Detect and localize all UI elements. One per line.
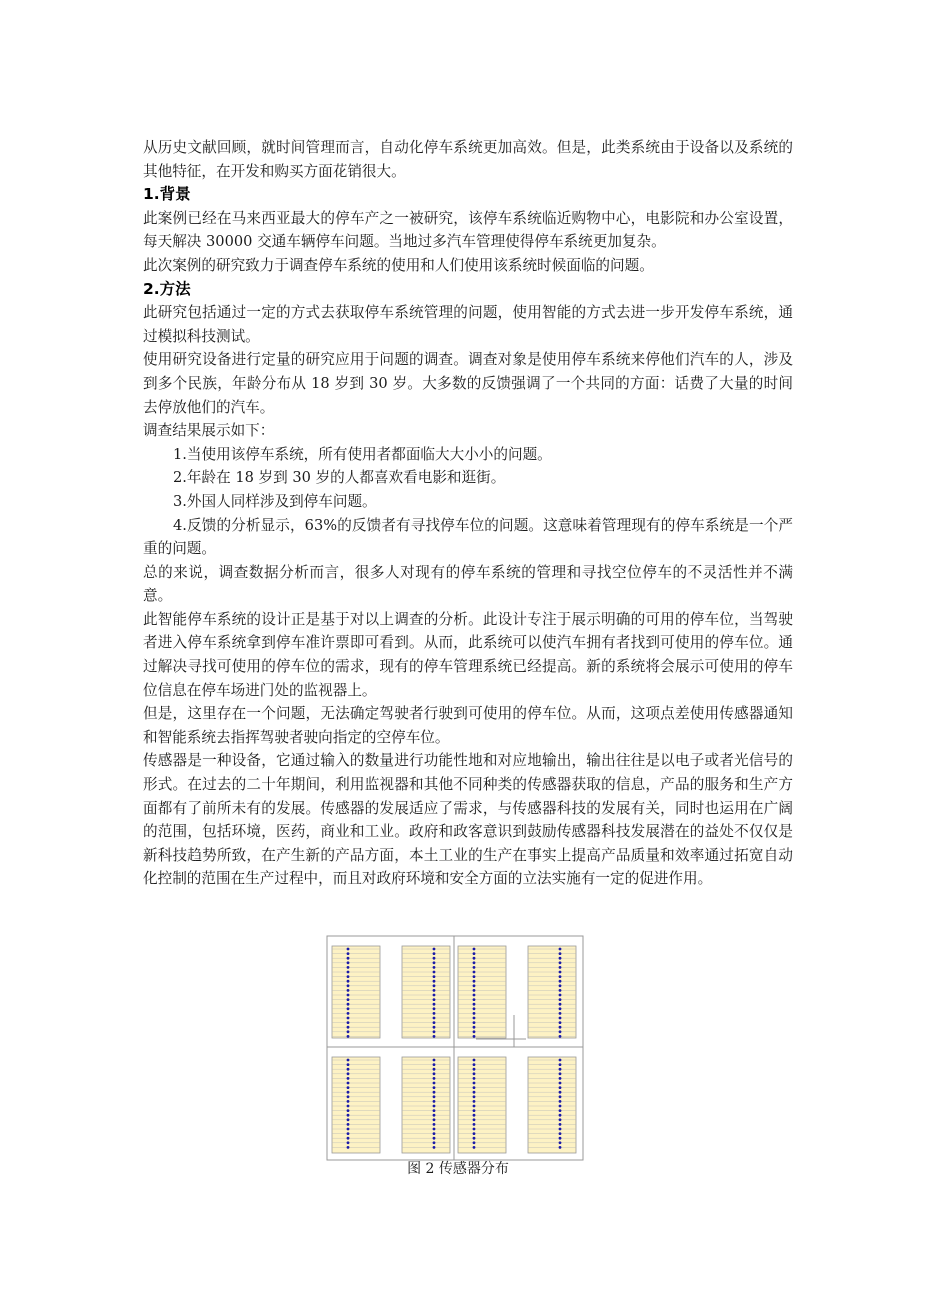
sensor-dot	[347, 975, 350, 978]
parking-block	[332, 1057, 380, 1153]
paragraph-background-2: 此次案例的研究致力于调查停车系统的使用和人们使用该系统时候面临的问题。	[143, 256, 654, 274]
sensor-dot	[473, 1100, 476, 1103]
sensor-dot	[559, 980, 562, 983]
sensor-dot	[433, 1021, 436, 1024]
paragraph-design: 此智能停车系统的设计正是基于对以上调查的分析。此设计专注于展示明确的可用的停车位，当驾驶者进入停车系统拿到停车准许票即可看到。从而，此系统可以使汽车拥有者找到可使用的停车位。通过解决寻找可使用的停车位的需求，现有的停车管理系统已经提高。新的系统将会展示可使用的停车位信息在停车场进门处的监视器上。	[143, 610, 793, 699]
sensor-dot	[347, 1021, 350, 1024]
sensor-dot	[347, 952, 350, 955]
sensor-dot	[347, 1035, 350, 1038]
sensor-dot	[347, 1059, 350, 1062]
sensor-dot	[473, 984, 476, 987]
paragraph-method-1: 此研究包括通过一定的方式去获取停车系统管理的问题，使用智能的方式去进一步开发停车系统，通过模拟科技测试。	[143, 304, 793, 345]
sensor-dot	[559, 1082, 562, 1085]
sensor-dot	[559, 1091, 562, 1094]
sensor-dot	[433, 1100, 436, 1103]
sensor-dot	[473, 1068, 476, 1071]
sensor-dot	[559, 1063, 562, 1066]
sensor-dot	[473, 980, 476, 983]
sensor-dot	[473, 994, 476, 997]
sensor-dot	[433, 1086, 436, 1089]
sensor-dot	[347, 1105, 350, 1108]
sensor-dot	[559, 975, 562, 978]
sensor-dot	[433, 1035, 436, 1038]
paragraph-background-1: 此案例已经在马来西亚最大的停车产之一被研究，该停车系统临近购物中心，电影院和办公室设置，每天解决 30000 交通车辆停车问题。当地过多汽车管理使得停车系统更加复杂。	[143, 209, 793, 251]
paragraph-results-intro: 调查结果展示如下：	[143, 422, 275, 440]
sensor-dot	[433, 1003, 436, 1006]
sensor-dot	[347, 1128, 350, 1131]
parking-block	[402, 946, 450, 1038]
sensor-dot	[433, 1059, 436, 1062]
sensor-dot	[559, 1030, 562, 1033]
sensor-dot	[473, 1017, 476, 1020]
sensor-dot	[559, 1123, 562, 1126]
parking-block	[528, 946, 576, 1038]
sensor-dot	[473, 1082, 476, 1085]
paragraph-problem: 但是，这里存在一个问题，无法确定驾驶者行驶到可使用的停车位。从而，这项点差使用传感器通知和智能系统去指挥驾驶者驶向指定的空停车位。	[143, 705, 793, 746]
sensor-dot	[473, 966, 476, 969]
paragraph-method-2: 使用研究设备进行定量的研究应用于问题的调查。调查对象是使用停车系统来停他们汽车的人，涉及到多个民族，年龄分布从 18 岁到 30 岁。大多数的反馈强调了一个共同的方面：话费了大量的时间去停放他们的汽车。	[143, 351, 793, 416]
sensor-dot	[473, 1077, 476, 1080]
sensor-dot	[473, 1059, 476, 1062]
sensor-dot	[347, 1095, 350, 1098]
sensor-dot	[433, 1077, 436, 1080]
sensor-dot	[473, 957, 476, 960]
sensor-dot	[559, 1026, 562, 1029]
paragraph-intro: 从历史文献回顾，就时间管理而言，自动化停车系统更加高效。但是，此类系统由于设备以及系统的其他特征，在开发和购买方面花销很大。	[143, 139, 793, 180]
sensor-dot	[347, 1132, 350, 1135]
sensor-dot	[347, 1141, 350, 1144]
sensor-dot	[347, 1077, 350, 1080]
sensor-dot	[473, 1003, 476, 1006]
sensor-dot	[433, 1128, 436, 1131]
sensor-dot	[347, 961, 350, 964]
sensor-dot	[559, 966, 562, 969]
sensor-dot	[473, 1086, 476, 1089]
sensor-dot	[559, 1059, 562, 1062]
sensor-dot	[473, 998, 476, 1001]
sensor-dot	[347, 1086, 350, 1089]
sensor-dot	[473, 1021, 476, 1024]
sensor-dot	[433, 994, 436, 997]
sensor-dot	[559, 961, 562, 964]
sensor-dot	[473, 1007, 476, 1010]
sensor-dot	[433, 975, 436, 978]
parking-block	[458, 946, 506, 1038]
sensor-dot	[433, 1026, 436, 1029]
sensor-dot	[559, 1146, 562, 1149]
sensor-dot	[347, 1026, 350, 1029]
sensor-dot	[473, 1141, 476, 1144]
sensor-dot	[559, 1003, 562, 1006]
sensor-dot	[347, 984, 350, 987]
sensor-dot	[347, 1100, 350, 1103]
sensor-dot	[473, 948, 476, 951]
sensor-dot	[559, 1077, 562, 1080]
sensor-dot	[559, 1105, 562, 1108]
heading-background: 1.背景	[143, 185, 191, 204]
sensor-dot	[347, 1123, 350, 1126]
sensor-dot	[559, 989, 562, 992]
sensor-dot	[473, 1114, 476, 1117]
sensor-dot	[559, 1086, 562, 1089]
sensor-dot	[347, 1063, 350, 1066]
sensor-dot	[433, 966, 436, 969]
sensor-dot	[473, 1146, 476, 1149]
sensor-dot	[559, 1017, 562, 1020]
body-text	[143, 136, 793, 891]
sensor-dot	[559, 1072, 562, 1075]
sensor-dot	[433, 1030, 436, 1033]
sensor-dot	[433, 1137, 436, 1140]
sensor-dot	[433, 957, 436, 960]
sensor-dot	[433, 1063, 436, 1066]
sensor-dot	[347, 948, 350, 951]
sensor-dot	[347, 1146, 350, 1149]
sensor-dot	[559, 1109, 562, 1112]
sensor-dot	[347, 1003, 350, 1006]
sensor-dot	[473, 1026, 476, 1029]
parking-block	[458, 1057, 506, 1153]
sensor-dot	[559, 1012, 562, 1015]
sensor-dot	[347, 1082, 350, 1085]
parking-block	[332, 946, 380, 1038]
sensor-dot	[433, 998, 436, 1001]
sensor-dot	[433, 1082, 436, 1085]
sensor-dot	[473, 1091, 476, 1094]
sensor-dot	[433, 1105, 436, 1108]
sensor-dot	[473, 1105, 476, 1108]
parking-block	[528, 1057, 576, 1153]
sensor-dot	[347, 989, 350, 992]
sensor-dot	[433, 1146, 436, 1149]
sensor-dot	[433, 1114, 436, 1117]
list-item: 3.外国人同样涉及到停车问题。	[173, 492, 377, 510]
sensor-dot	[473, 952, 476, 955]
sensor-dot	[559, 1068, 562, 1071]
sensor-dot	[473, 989, 476, 992]
sensor-dot	[347, 1118, 350, 1121]
list-item: 1.当使用该停车系统，所有使用者都面临大大小小的问题。	[173, 445, 552, 463]
sensor-dot	[473, 1072, 476, 1075]
sensor-dot	[433, 1068, 436, 1071]
sensor-dot	[433, 1118, 436, 1121]
sensor-dot	[433, 1141, 436, 1144]
sensor-dot	[559, 1007, 562, 1010]
sensor-dot	[559, 971, 562, 974]
sensor-dot	[559, 1128, 562, 1131]
sensor-distribution-figure	[326, 935, 590, 1163]
sensor-dot	[473, 1063, 476, 1066]
sensor-dot	[473, 1118, 476, 1121]
sensor-dot	[433, 1012, 436, 1015]
sensor-dot	[433, 948, 436, 951]
sensor-dot	[559, 1132, 562, 1135]
sensor-dot	[347, 1072, 350, 1075]
sensor-dot	[473, 1030, 476, 1033]
sensor-dot	[559, 952, 562, 955]
sensor-dot	[347, 998, 350, 1001]
sensor-dot	[473, 961, 476, 964]
sensor-dot	[473, 1128, 476, 1131]
sensor-dot	[473, 971, 476, 974]
sensor-dot	[473, 1095, 476, 1098]
sensor-dot	[473, 1132, 476, 1135]
sensor-dot	[433, 984, 436, 987]
sensor-dot	[347, 1012, 350, 1015]
heading-method: 2.方法	[143, 279, 191, 298]
sensor-dot	[347, 1137, 350, 1140]
paragraph-summary: 总的来说，调查数据分析而言，很多人对现有的停车系统的管理和寻找空位停车的不灵活性并不满意。	[143, 563, 793, 605]
sensor-dot	[433, 1109, 436, 1112]
sensor-dot	[433, 1123, 436, 1126]
sensor-dot	[347, 994, 350, 997]
sensor-dot	[347, 1109, 350, 1112]
sensor-dot	[559, 1118, 562, 1121]
sensor-dot	[433, 952, 436, 955]
sensor-dot	[347, 1007, 350, 1010]
list-item: 2.年龄在 18 岁到 30 岁的人都喜欢看电影和逛街。	[173, 469, 506, 487]
sensor-dot	[559, 1100, 562, 1103]
sensor-dot	[347, 1030, 350, 1033]
sensor-dot	[433, 1072, 436, 1075]
sensor-dot	[347, 957, 350, 960]
figure-caption: 图 2 传感器分布	[407, 1161, 509, 1177]
list-item: 4.反馈的分析显示，63%的反馈者有寻找停车位的问题。这意味着管理现有的停车系统是一个严重的问题。	[143, 516, 793, 558]
parking-lot-diagram	[326, 935, 590, 1163]
sensor-dot	[559, 998, 562, 1001]
sensor-dot	[347, 966, 350, 969]
sensor-dot	[433, 1017, 436, 1020]
sensor-dot	[347, 1114, 350, 1117]
sensor-dot	[473, 1035, 476, 1038]
sensor-dot	[473, 1012, 476, 1015]
sensor-dot	[473, 975, 476, 978]
sensor-dot	[433, 971, 436, 974]
paragraph-sensor: 传感器是一种设备，它通过输入的数量进行功能性地和对应地输出，输出往往是以电子或者光信号的形式。在过去的二十年期间，利用监视器和其他不同种类的传感器获取的信息，产品的服务和生产方面都有了前所未有的发展。传感器的发展适应了需求，与传感器科技的发展有关，同时也运用在广阔的范围，包括环境，医药，商业和工业。政府和政客意识到鼓励传感器科技发展潜在的益处不仅仅是新科技趋势所致，在产生新的产品方面，本土工业的生产在事实上提高产品质量和效率通过拓宽自动化控制的范围在生产过程中，而且对政府环境和安全方面的立法实施有一定的促进作用。	[143, 752, 793, 888]
sensor-dot	[559, 984, 562, 987]
sensor-dot	[559, 1021, 562, 1024]
sensor-dot	[559, 1035, 562, 1038]
sensor-dot	[347, 971, 350, 974]
sensor-dot	[347, 1068, 350, 1071]
sensor-dot	[559, 1095, 562, 1098]
sensor-dot	[433, 980, 436, 983]
sensor-dot	[433, 1132, 436, 1135]
sensor-dot	[347, 980, 350, 983]
sensor-dot	[433, 1007, 436, 1010]
sensor-dot	[347, 1017, 350, 1020]
sensor-dot	[347, 1091, 350, 1094]
sensor-dot	[559, 948, 562, 951]
sensor-dot	[433, 1091, 436, 1094]
sensor-dot	[559, 957, 562, 960]
sensor-dot	[473, 1109, 476, 1112]
sensor-dot	[559, 1141, 562, 1144]
sensor-dot	[433, 961, 436, 964]
sensor-dot	[559, 1114, 562, 1117]
sensor-dot	[559, 1137, 562, 1140]
sensor-dot	[473, 1137, 476, 1140]
sensor-dot	[433, 1095, 436, 1098]
parking-block	[402, 1057, 450, 1153]
sensor-dot	[473, 1123, 476, 1126]
sensor-dot	[433, 989, 436, 992]
sensor-dot	[559, 994, 562, 997]
